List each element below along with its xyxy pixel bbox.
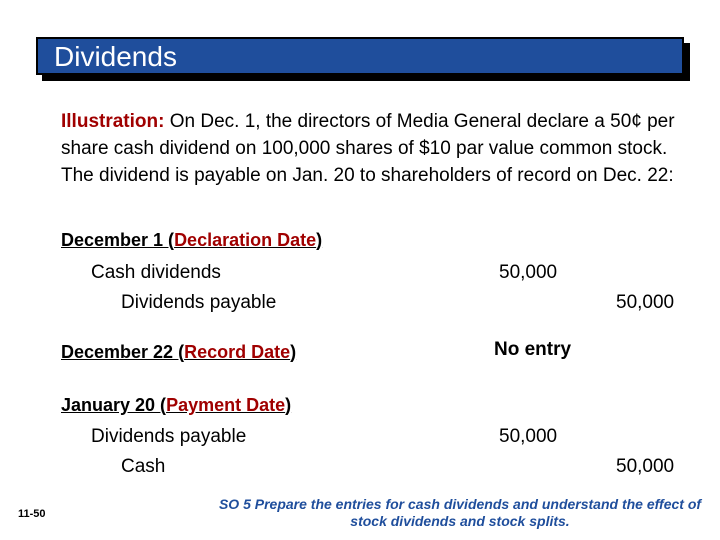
declaration-heading-term: Declaration Date	[174, 230, 317, 250]
payment-credit-amount: 50,000	[616, 456, 675, 477]
page-number: 11-50	[18, 508, 46, 520]
payment-heading-prefix: January 20 (	[61, 395, 167, 415]
illustration-lead: Illustration:	[61, 111, 165, 132]
record-no-entry: No entry	[494, 339, 572, 360]
record-heading-prefix: December 22 (	[61, 342, 185, 362]
record-heading-suffix: )	[290, 342, 297, 362]
record-heading-term: Record Date	[184, 342, 291, 362]
payment-credit-account: Cash	[121, 456, 166, 477]
declaration-credit-amount: 50,000	[616, 292, 675, 313]
declaration-debit-account: Cash dividends	[91, 262, 221, 283]
payment-heading-term: Payment Date	[166, 395, 286, 415]
declaration-heading	[61, 229, 322, 251]
payment-heading	[61, 394, 291, 416]
declaration-debit-amount: 50,000	[499, 262, 558, 283]
slide-title: Dividends	[54, 41, 177, 72]
title-bar	[36, 37, 684, 75]
illustration-text: On Dec. 1, the directors of Media General declare a 50¢ per share cash dividend on 100,000 shares of $10 par value common stock. The dividend is payable on Jan. 20 to shareholders of record on Dec. 22:	[61, 111, 675, 186]
declaration-heading-suffix: )	[316, 230, 323, 250]
payment-debit-account: Dividends payable	[91, 426, 247, 447]
record-heading	[61, 341, 296, 363]
declaration-heading-prefix: December 1 (	[61, 230, 175, 250]
payment-debit-amount: 50,000	[499, 426, 558, 447]
study-objective-footer: SO 5 Prepare the entries for cash dividends and understand the effect of stock dividends and stock splits.	[218, 496, 702, 529]
declaration-credit-account: Dividends payable	[121, 292, 277, 313]
illustration-paragraph	[61, 108, 681, 189]
payment-heading-suffix: )	[285, 395, 292, 415]
